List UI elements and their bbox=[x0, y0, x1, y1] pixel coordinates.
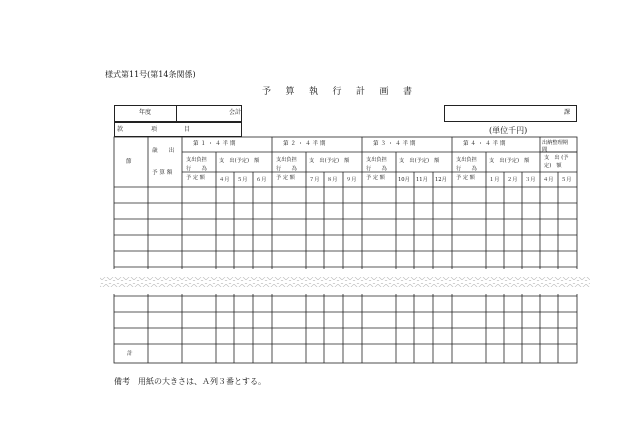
month-q2-1: ７月 bbox=[309, 177, 320, 183]
burden-q4-line1: 支出負担 bbox=[456, 157, 477, 163]
closing-spend-bottom: 定) 額 bbox=[544, 163, 562, 169]
burden-q4-line2: 行 為 bbox=[456, 166, 477, 172]
closing-period-header: 出納整理期 間 bbox=[542, 140, 574, 153]
month-q4-1: １月 bbox=[489, 177, 500, 183]
quarter-2-header: 第 ２ ・ ４ 半 期 bbox=[283, 141, 326, 147]
unit-label: (単位千円) bbox=[489, 126, 528, 135]
kan-label: 款 bbox=[117, 126, 124, 133]
burden-q2-line3: 予 定 額 bbox=[276, 175, 295, 181]
quarter-3-header: 第 ３ ・ ４ 半 期 bbox=[373, 141, 416, 147]
quarter-1-header: 第 １ ・ ４ 半 期 bbox=[193, 141, 236, 147]
kou-label: 項 bbox=[151, 126, 158, 133]
month-closing-2: ５月 bbox=[561, 177, 572, 183]
burden-q3-line1: 支出負担 bbox=[366, 157, 387, 163]
month-q1-2: ５月 bbox=[237, 177, 248, 183]
account-label: 会計 bbox=[229, 109, 242, 116]
year-label: 年度 bbox=[139, 109, 152, 116]
month-q4-2: ２月 bbox=[507, 177, 518, 183]
month-q3-1: 10月 bbox=[398, 177, 410, 183]
burden-q3-line2: 行 為 bbox=[366, 166, 387, 172]
burden-q1-line3: 予 定 額 bbox=[186, 175, 205, 181]
form-number: 様式第11号(第14条関係) bbox=[105, 70, 196, 79]
burden-q4-line3: 予 定 額 bbox=[456, 175, 475, 181]
planned-spend-q1: 支 出(予定) 額 bbox=[219, 158, 260, 164]
document-title: 予算執行計画書 bbox=[262, 87, 427, 97]
burden-q1-line1: 支出負担 bbox=[186, 157, 207, 163]
burden-q2-line1: 支出負担 bbox=[276, 157, 297, 163]
setsu-header: 節 bbox=[126, 159, 132, 165]
expenditure-header-top: 歳 出 bbox=[152, 148, 175, 154]
month-q3-2: 11月 bbox=[416, 177, 428, 183]
burden-q1-line2: 行 為 bbox=[186, 166, 207, 172]
burden-q3-line3: 予 定 額 bbox=[366, 175, 385, 181]
planned-spend-q2: 支 出(予定) 額 bbox=[309, 158, 350, 164]
section-label: 課 bbox=[564, 109, 571, 116]
closing-spend-top: 支 出 (予 bbox=[544, 155, 569, 161]
expenditure-header-bottom: 予 算 額 bbox=[152, 170, 173, 176]
month-q3-3: 12月 bbox=[435, 177, 447, 183]
total-label: 計 bbox=[127, 351, 133, 357]
planned-spend-q3: 支 出(予定) 額 bbox=[399, 158, 440, 164]
footer-note: 備考 用紙の大きさは、Ａ列３番とする。 bbox=[114, 377, 266, 386]
month-q4-3: ３月 bbox=[525, 177, 536, 183]
moku-label: 目 bbox=[184, 126, 191, 133]
month-closing-1: ４月 bbox=[543, 177, 554, 183]
month-q2-2: ８月 bbox=[327, 177, 338, 183]
month-q2-3: ９月 bbox=[346, 177, 357, 183]
planned-spend-q4: 支 出(予定) 額 bbox=[489, 158, 530, 164]
quarter-4-header: 第 ４ ・ ４ 半 期 bbox=[463, 141, 506, 147]
month-q1-1: ４月 bbox=[219, 177, 230, 183]
month-q1-3: ６月 bbox=[256, 177, 267, 183]
burden-q2-line2: 行 為 bbox=[276, 166, 297, 172]
